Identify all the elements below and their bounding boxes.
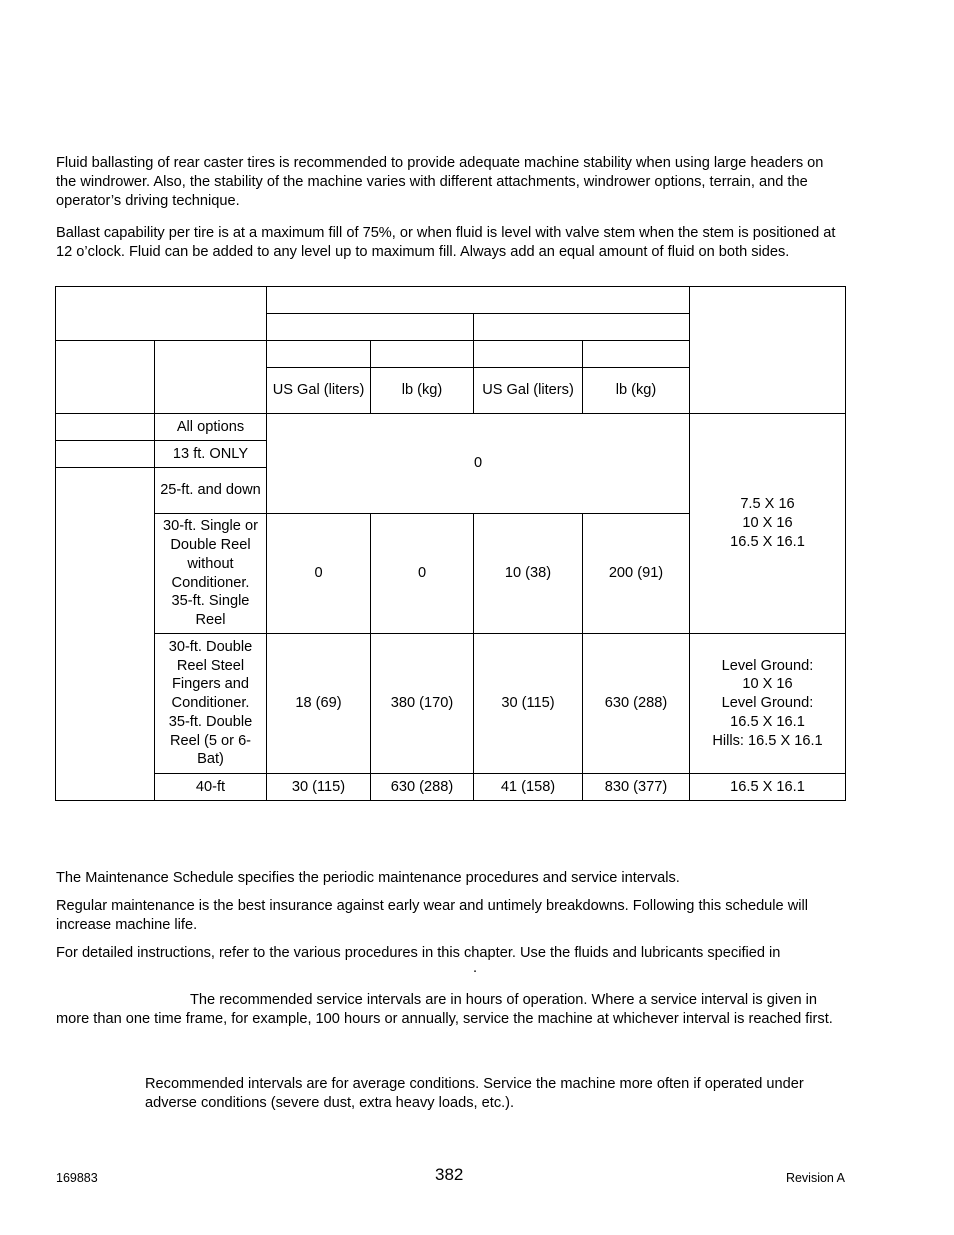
header-blank-f	[583, 341, 690, 368]
maintenance-paragraph-4: The recommended service intervals are in hours of operation. Where a service interval is given in more than one time frame, for example, 100 hours or annually, service the machine at whichever interval is reached first.	[56, 992, 833, 1027]
value-cell: 630 (288)	[371, 774, 474, 801]
row-blank	[56, 441, 155, 468]
header-blank-right	[690, 287, 846, 414]
unit-header: lb (kg)	[371, 368, 474, 414]
intro-paragraph-2: Ballast capability per tire is at a maximum fill of 75%, or when fluid is level with valve stem when the stem is positioned at 12 o’clock. Fluid can be added to any level up to maximum fill. Always add an equal amount of fluid on both sides.	[56, 225, 836, 260]
unit-header: lb (kg)	[583, 368, 690, 414]
value-cell: 630 (288)	[583, 634, 690, 774]
value-cell: 10 (38)	[474, 514, 583, 634]
maintenance-note: Recommended intervals are for average conditions. Service the machine more often if operated under adverse conditions (severe dust, extra heavy loads, etc.).	[145, 1076, 804, 1111]
header-blank-c	[267, 341, 371, 368]
value-cell: 380 (170)	[371, 634, 474, 774]
value-cell: 0	[371, 514, 474, 634]
maintenance-paragraph-2: Regular maintenance is the best insurance against early wear and untimely breakdowns. Following this schedule will increase machine life.	[56, 898, 808, 933]
doc-number: 169883	[56, 1171, 98, 1185]
tire-size: 16.5 X 16.1	[730, 533, 805, 550]
tire-size: Level Ground:	[721, 695, 814, 712]
row-blank	[56, 468, 155, 801]
value-cell: 830 (377)	[583, 774, 690, 801]
value-cell: 41 (158)	[474, 774, 583, 801]
maintenance-paragraph-3: For detailed instructions, refer to the various procedures in this chapter. Use the fluids and lubricants specified in	[56, 945, 781, 961]
header-blank-left	[56, 287, 267, 341]
option-cell: 13 ft. ONLY	[155, 441, 267, 468]
tire-size: Hills: 16.5 X 16.1	[712, 732, 823, 749]
header-blank-d	[371, 341, 474, 368]
option-cell: 25-ft. and down	[155, 468, 267, 514]
merged-zero-cell: 0	[267, 414, 690, 514]
tire-size: 7.5 X 16	[740, 496, 795, 513]
ballast-table	[55, 286, 846, 801]
unit-header: US Gal (liters)	[267, 368, 371, 414]
value-cell: 30 (115)	[267, 774, 371, 801]
maintenance-paragraph-1: The Maintenance Schedule specifies the periodic maintenance procedures and service intervals.	[56, 870, 680, 886]
revision: Revision A	[785, 1171, 845, 1185]
header-blank-group1	[267, 314, 474, 341]
maintenance-paragraph-3-end: .	[473, 960, 478, 976]
header-blank-group2	[474, 314, 690, 341]
tire-size: 10 X 16	[742, 515, 793, 532]
value-cell: 0	[267, 514, 371, 634]
page-number: 382	[435, 1165, 464, 1184]
value-cell: 30 (115)	[474, 634, 583, 774]
value-cell: 200 (91)	[583, 514, 690, 634]
tire-size-cell	[690, 634, 846, 774]
option-cell: 30-ft. Double Reel Steel Fingers and Conditioner. 35-ft. Double Reel (5 or 6-Bat)	[155, 634, 267, 774]
option-cell: 40-ft	[155, 774, 267, 801]
tire-size-cell: 16.5 X 16.1	[690, 774, 846, 801]
tire-size: 10 X 16	[742, 676, 793, 693]
header-blank-e	[474, 341, 583, 368]
option-cell: All options	[155, 414, 267, 441]
intro-paragraph-1: Fluid ballasting of rear caster tires is recommended to provide adequate machine stability when using large headers on the windrower. Also, the stability of the machine varies with different attachments, windrower options, terrain, and the operator’s driving technique.	[56, 155, 824, 209]
tire-size: Level Ground:	[721, 657, 814, 674]
option-cell: 30-ft. Single or Double Reel without Conditioner. 35-ft. Single Reel	[155, 514, 267, 634]
header-blank-a	[56, 341, 155, 414]
row-blank	[56, 414, 155, 441]
value-cell: 18 (69)	[267, 634, 371, 774]
header-blank-b	[155, 341, 267, 414]
header-blank-top	[267, 287, 690, 314]
tire-size: 16.5 X 16.1	[730, 713, 805, 730]
tire-size-cell	[690, 414, 846, 634]
unit-header: US Gal (liters)	[474, 368, 583, 414]
